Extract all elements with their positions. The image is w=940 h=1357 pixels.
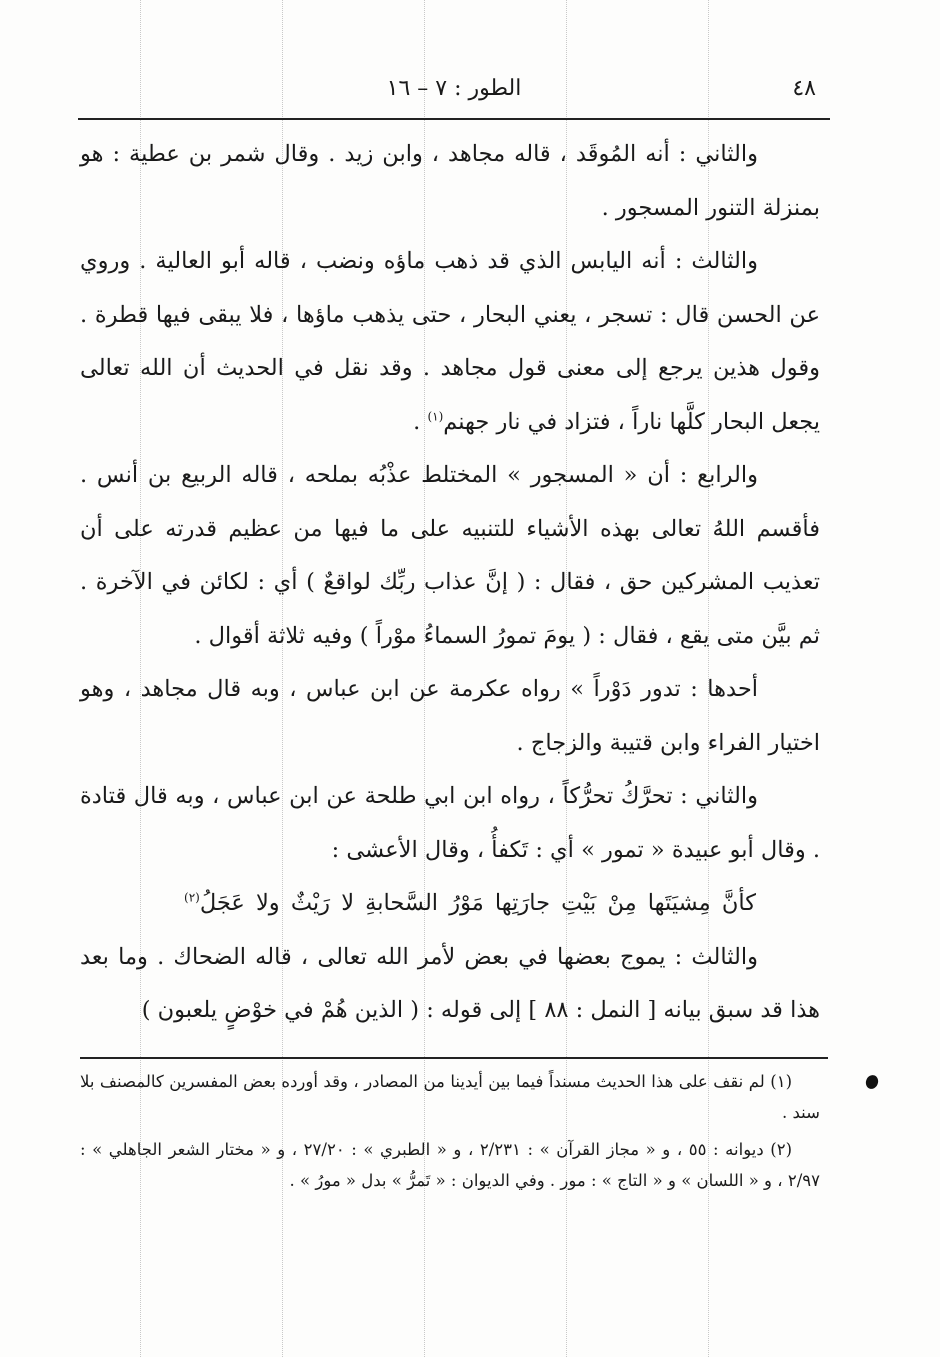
page-header [78,70,830,110]
ink-blot [864,1073,880,1090]
footnote-rule [80,1057,828,1059]
paragraph-third-saying: والثالث : يموج بعضها في بعض لأمر الله تعالى ، قاله الضحاك . وما بعد هذا قد سبق بيانه [ النمل : ٨٨ ] إلى قوله : ( الذين هُمْ في خوْضٍ يلعبون ) [80,943,820,1023]
footnote-1: (١) لم نقف على هذا الحديث مسنداً فيما بين أيدينا من المصادر ، وقد أورده بعض المفسرين كالمصنف بلا سند . [80,1072,820,1122]
paragraph-text: والثالث : أنه اليابس الذي قد ذهب ماؤه ونضب ، قاله أبو العالية . وروي عن الحسن قال : تسجر ، يعني البحار ، حتى يذهب ماؤها ، فلا يبقى فيها قطرة . وقول هذين يرجع إلى معنى قول مجاهد . وقد نقل في الحديث أن الله تعالى يجعل البحار كلَّها ناراً ، فتزاد في نار جهنم [80,248,820,435]
footnote-ref-1: (١) [427,409,444,423]
header-rule [78,118,830,120]
main-text [80,128,820,1038]
footnotes [80,1066,820,1202]
verse-text: كأنَّ مِشيَتَها مِنْ بَيْتِ جارَتِها مَوْرُ السَّحابةِ لا رَيْثٌ ولا عَجَلُ [199,890,756,916]
paragraph-end: . [413,408,428,435]
paragraph-first-saying: أحدها : تدور دَوْراً » رواه عكرمة عن ابن عباس ، وبه قال مجاهد ، وهو اختيار الفراء وابن قتيبة والزجاج . [80,676,820,756]
paragraph-second-saying: والثاني : تحرَّكُ تحرُّكاً ، رواه ابن ابي طلحة عن ابن عباس ، وبه قال قتادة . وقال أبو عبيدة « تمور » أي : تَكفأُ ، وقال الأعشى : [80,783,820,863]
poetry-verse [80,877,820,931]
footnote-2: (٢) ديوانه : ٥٥ ، و « مجاز القرآن » : ٢/٢٣١ ، و « الطبري » : ٢٧/٢٠ ، و « مختار الشعر الجاهلي » : ٢/٩٧ ، و « اللسان » و « التاج » : مور . وفي الديوان : « تَمرُّ » بدل « مورُ » . [80,1140,820,1190]
paragraph-second-meaning: والثاني : أنه المُوقَد ، قاله مجاهد ، وابن زيد . وقال شمر بن عطية : هو بمنزلة التنور المسجور . [80,141,820,221]
paragraph-third-meaning [80,235,820,449]
paragraph-fourth-meaning: والرابع : أن « المسجور » المختلط عذْبُه بملحه ، قاله الربيع بن أنس . فأقسم اللهُ تعالى بهذه الأشياء للتنبيه على ما فيها من عظيم قدرته على أن تعذيب المشركين حق ، فقال : ( إنَّ عذاب ربِّك لواقعٌ ) أي : لكائن في الآخرة . ثم بيَّن متى يقع ، فقال : ( يومَ تمورُ السماءُ موْراً ) وفيه ثلاثة أقوال . [80,462,820,649]
running-head: الطور : ٧ – ١٦ [386,76,522,101]
footnote-ref-2: (٢) [184,890,200,905]
page-number: ٤٨ [792,76,816,101]
